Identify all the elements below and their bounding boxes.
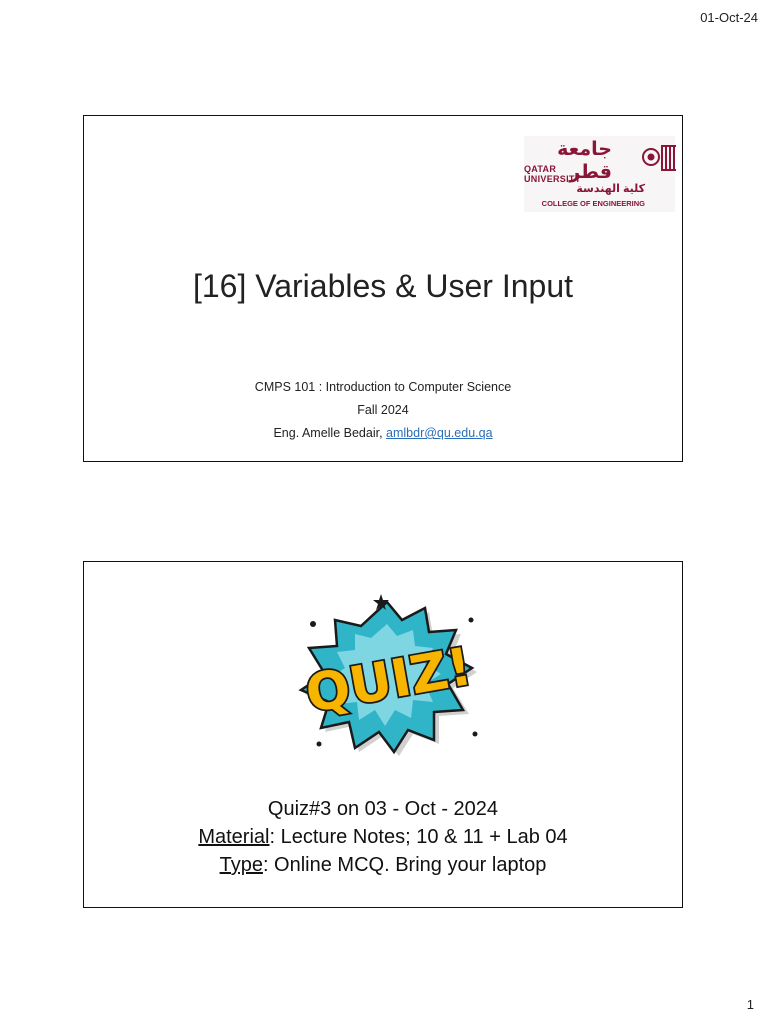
material-value: : Lecture Notes; 10 & 11 + Lab 04 [269,826,568,848]
quiz-date-line: Quiz#3 on 03 - Oct - 2024 [267,798,499,820]
course-term: Fall 2024 [357,403,409,417]
page-date: 01-Oct-24 [700,10,758,25]
course-info [84,376,682,445]
page-number: 1 [746,997,754,1012]
quiz-slide [83,561,683,908]
instructor-name: Eng. Amelle Bedair, [273,426,387,440]
qatar-university-logo [524,136,675,212]
material-label: Material [198,826,270,848]
logo-college-arabic: كلية الهندسة [576,183,645,195]
quiz-graphic-text: QUIZ! [301,636,477,726]
course-name: CMPS 101 : Introduction to Computer Science [254,380,512,394]
logo-university-arabic: جامعة قطر [557,139,612,183]
quiz-burst-graphic [289,594,489,764]
slide-title: [16] Variables & User Input [192,268,574,304]
title-slide [83,115,683,462]
type-value: : Online MCQ. Bring your laptop [262,854,547,876]
type-label: Type [219,854,263,876]
quiz-material-line [84,823,682,851]
quiz-details [84,795,682,879]
logo-college-english: COLLEGE OF ENGINEERING [541,199,645,208]
instructor-email-link[interactable]: amlbdr@qu.edu.qa [386,426,493,440]
instructor-line [84,422,682,445]
university-seal-icon [642,142,678,174]
logo-university-english: QATAR UNIVERSITY [524,164,582,184]
quiz-type-line [84,851,682,879]
